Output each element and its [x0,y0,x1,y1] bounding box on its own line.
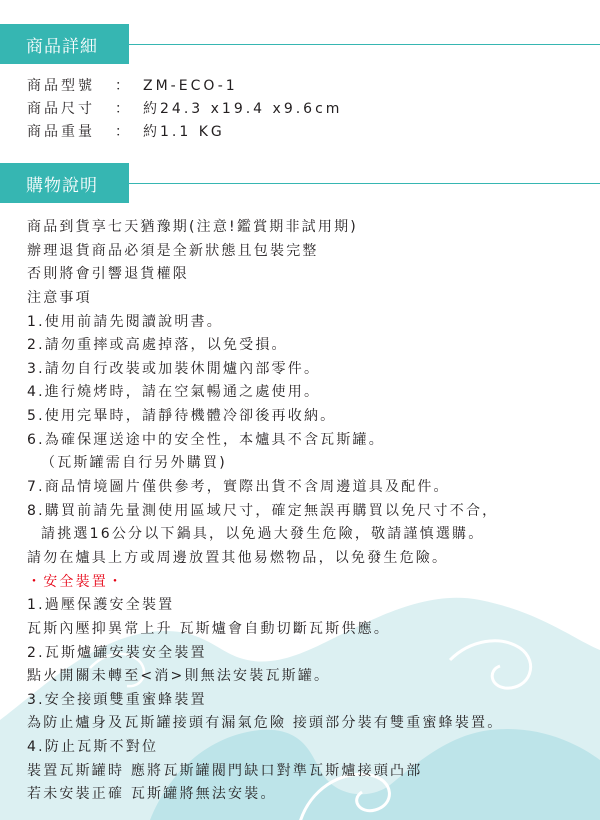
note-line: 瓦斯內壓抑異常上升 瓦斯爐會自動切斷瓦斯供應。 [27,620,391,637]
note-line: 2.請勿重摔或高處掉落，以免受損。 [27,337,288,354]
section-title-product-details: 商品詳細 [0,24,129,64]
note-line: 辦理退貨商品必須是全新狀態且包裝完整 [27,242,319,259]
purchase-notes [27,216,503,807]
section-title-purchase-notes: 購物說明 [0,163,129,203]
header-rule [129,44,600,45]
spec-label: 商品型號 [27,78,95,94]
spec-row-size [27,98,342,120]
spec-colon: ： [115,124,132,140]
note-line: 5.使用完畢時，請靜待機體冷卻後再收納。 [27,408,337,425]
note-line: 若未安裝正確 瓦斯罐將無法安裝。 [27,786,277,803]
note-line: 4.進行燒烤時，請在空氣暢通之處使用。 [27,384,321,401]
spec-value: 約24.3 x19.4 x9.6cm [143,101,343,117]
note-line: 請挑選16公分以下鍋具，以免過大發生危險，敬請謹慎選購。 [41,526,485,543]
spec-row-weight [27,121,225,143]
spec-label: 商品尺寸 [27,101,95,117]
note-line: 3.請勿自行改裝或加裝休閒爐內部零件。 [27,360,321,377]
note-line: 裝置瓦斯罐時 應將瓦斯罐閥門缺口對準瓦斯爐接頭凸部 [27,762,423,779]
note-line: 8.購買前請先量測使用區域尺寸，確定無誤再購買以免尺寸不合， [27,502,499,519]
note-line: 否則將會引響退貨權限 [27,266,189,283]
note-line: 2.瓦斯爐罐安裝安全裝置 [27,644,207,661]
note-line: 3.安全接頭雙重蜜蜂裝置 [27,691,207,708]
note-line: 1.使用前請先閱讀說明書。 [27,313,223,330]
note-line: 商品到貨享七天猶豫期(注意!鑑賞期非試用期) [27,219,358,235]
note-heading: 注意事項 [27,289,92,306]
header-rule [129,183,600,184]
safety-heading: ・安全裝置・ [27,573,125,590]
note-line: 點火開關未轉至<消>則無法安裝瓦斯罐。 [27,668,331,685]
spec-value: ZM-ECO-1 [143,78,238,94]
spec-colon: ： [115,101,132,117]
note-line: 1.過壓保護安全裝置 [27,597,175,614]
note-line: （瓦斯罐需自行另外購買) [41,455,227,472]
spec-row-model [27,75,238,97]
note-line: 請勿在爐具上方或周邊放置其他易燃物品，以免發生危險。 [27,549,449,566]
note-line: 7.商品情境圖片僅供參考，實際出貨不含周邊道具及配件。 [27,479,450,496]
note-line: 4.防止瓦斯不對位 [27,739,159,756]
note-line: 為防止爐身及瓦斯罐接頭有漏氣危險 接頭部分裝有雙重蜜蜂裝置。 [27,715,504,732]
note-line: 6.為確保運送途中的安全性，本爐具不含瓦斯罐。 [27,431,385,448]
spec-value: 約1.1 KG [143,124,225,140]
spec-colon: ： [115,78,132,94]
spec-label: 商品重量 [27,124,95,140]
